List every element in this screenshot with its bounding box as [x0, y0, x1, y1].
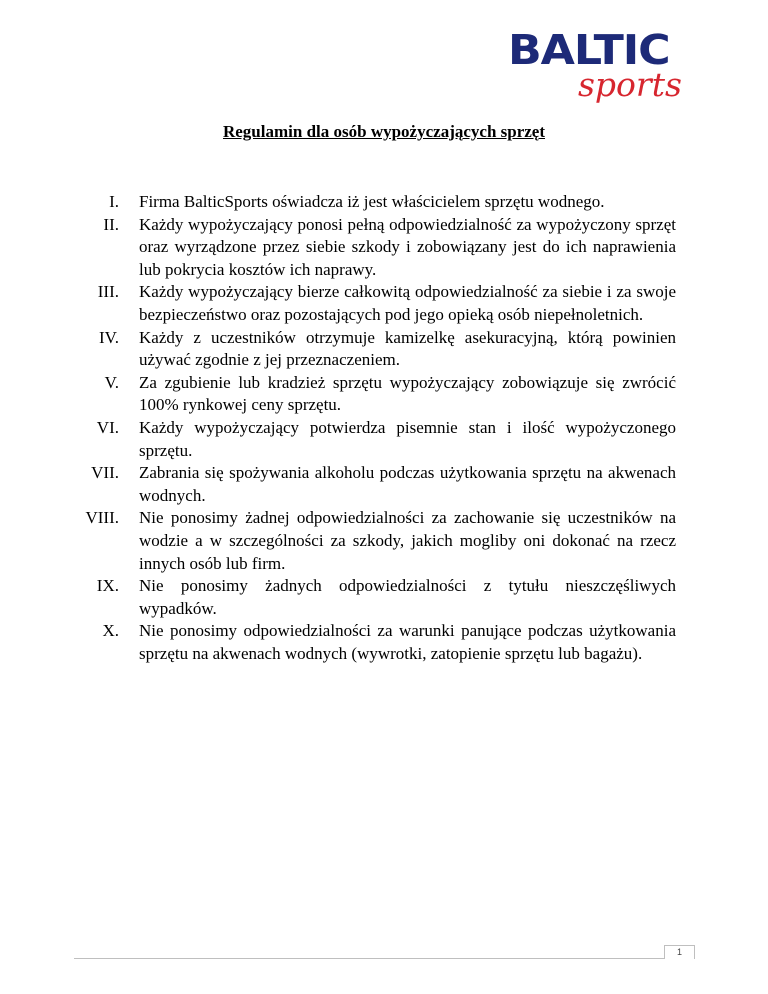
- rule-number: V.: [104, 372, 119, 392]
- logo-baltic-text: BALTIC: [508, 26, 670, 74]
- rule-item: [0, 417, 768, 462]
- rule-item: [0, 191, 768, 214]
- rule-number: VIII.: [85, 508, 119, 528]
- footer-divider: [74, 958, 694, 959]
- rule-item: [0, 327, 768, 372]
- rule-text: Każdy wypożyczający potwierdza pisemnie stan i ilość wypożyczonego sprzętu.: [139, 417, 676, 460]
- rule-number: II.: [103, 214, 119, 234]
- rule-text: Nie ponosimy żadnej odpowiedzialności za zachowanie się uczestników na wodzie a w szczególności za szkody, jakich mogliby oni dokonać na rzecz innych osób lub firm.: [139, 508, 676, 573]
- logo-sports-text: sports: [578, 65, 682, 104]
- document-title: Regulamin dla osób wypożyczających sprzęt: [222, 122, 546, 141]
- rule-item: [0, 507, 768, 575]
- rule-number: VI.: [96, 417, 119, 437]
- rules-list: [0, 191, 768, 665]
- page-number: 1: [676, 947, 682, 957]
- rule-number: IV.: [99, 327, 119, 347]
- rule-text: Każdy wypożyczający ponosi pełną odpowiedzialność za wypożyczony sprzęt oraz wyrządzone przez siebie szkody i zobowiązany jest do ich naprawienia lub pokrycia kosztów ich naprawy.: [139, 214, 676, 279]
- rule-text: Firma BalticSports oświadcza iż jest właścicielem sprzętu wodnego.: [139, 192, 605, 211]
- rule-text: Nie ponosimy odpowiedzialności za warunki panujące podczas użytkowania sprzętu na akwenach wodnych (wywrotki, zatopienie sprzętu lub bagażu).: [139, 621, 676, 663]
- rule-item: [0, 620, 768, 665]
- rule-item: [0, 462, 768, 507]
- rule-number: VII.: [91, 463, 119, 483]
- rule-number: IX.: [96, 576, 119, 596]
- page-number-box: [664, 945, 695, 959]
- rule-text: Każdy wypożyczający bierze całkowitą odpowiedzialność za siebie i za swoje bezpieczeństwo oraz pozostających pod jego opieką osób niepełnoletnich.: [139, 282, 676, 324]
- rule-text: Za zgubienie lub kradzież sprzętu wypożyczający zobowiązuje się zwrócić 100% rynkowej ceny sprzętu.: [139, 372, 676, 415]
- rule-item: [0, 281, 768, 326]
- rule-number: X.: [102, 621, 119, 641]
- rule-text: Nie ponosimy żadnych odpowiedzialności z tytułu nieszczęśliwych wypadków.: [139, 576, 676, 618]
- baltic-sports-logo: [508, 26, 682, 110]
- rule-item: [0, 214, 768, 282]
- rule-text: Każdy z uczestników otrzymuje kamizelkę asekuracyjną, którą powinien używać zgodnie z jej przeznaczeniem.: [139, 327, 676, 370]
- rule-item: [0, 575, 768, 620]
- rule-number: III.: [97, 282, 119, 302]
- rule-item: [0, 372, 768, 417]
- rule-text: Zabrania się spożywania alkoholu podczas użytkowania sprzętu na akwenach wodnych.: [139, 463, 676, 505]
- rule-number: I.: [109, 192, 119, 211]
